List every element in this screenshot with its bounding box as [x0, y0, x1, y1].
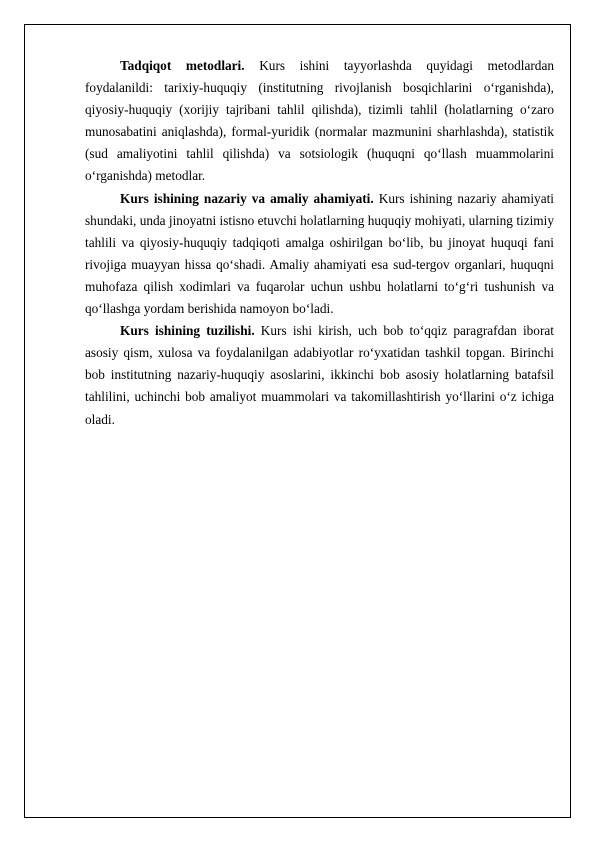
paragraph-heading: Tadqiqot metodlari.: [120, 58, 245, 73]
paragraph-text: Kurs ishining nazariy ahamiyati shundaki, unda jinoyatni istisno etuvchi holatlarning huquqiy mohiyati, ularning tizimiy tahlili va qiyosiy-huquqiy tadqiqoti amalga oshirilgan bo‘lib, bu jinoyat huquqi fani rivojiga muayyan hissa qo‘shadi. Amaliy ahamiyati esa sud-tergov organlari, huquqni muhofaza qilish xodimlari va fuqarolar uchun ushbu holatlarni to‘g‘ri tushunish va qo‘llashga yordam berishida namoyon bo‘ladi.: [85, 190, 554, 317]
document-body: [85, 55, 554, 431]
paragraph-text: Kurs ishi kirish, uch bob to‘qqiz paragrafdan iborat asosiy qism, xulosa va foydalanilgan adabiyotlar ro‘yxatidan tashkil topgan. Birinchi bob institutning nazariy-huquqiy asoslarini, ikkinchi bob asosiy holatlarning batafsil tahlilini, uchinchi bob amaliyot muammolari va takomillashtirish yo‘llarini o‘z ichiga oladi.: [85, 323, 554, 427]
paragraph-text: Kurs ishini tayyorlashda quyidagi metodlardan foydalanildi: tarixiy-huquqiy (institutning rivojlanish bosqichlarini o‘rganishda), qiyosiy-huquqiy (xorijiy tajribani tahlil qilishda), tizimli tahlil (holatlarning o‘zaro munosabatini aniqlashda), formal-yuridik (normalar mazmunini sharhlashda), statistik (sud amaliyotini tahlil qilishda) va sotsiologik (huquqni qo‘llash muammolarini o‘rganishda) metodlar.: [85, 58, 554, 184]
paragraph-significance: [85, 188, 554, 321]
paragraph-heading: Kurs ishining nazariy va amaliy ahamiyati.: [120, 190, 374, 206]
paragraph-research-methods: [85, 55, 554, 188]
paragraph-structure: [85, 320, 554, 430]
paragraph-heading: Kurs ishining tuzilishi.: [120, 323, 255, 339]
